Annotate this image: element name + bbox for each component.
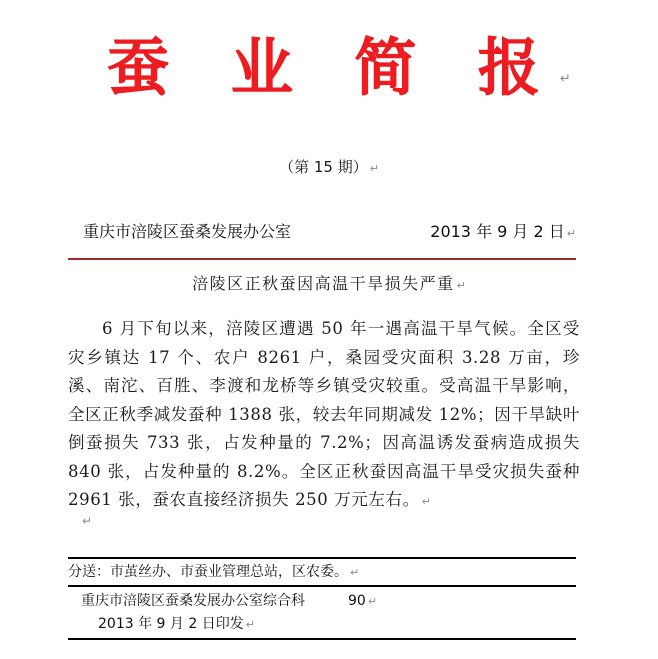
article-title bbox=[0, 272, 658, 298]
pilcrow-mark-body: ↵ bbox=[421, 495, 431, 508]
issue-date bbox=[430, 220, 576, 246]
pilcrow-mark-masthead: ↵ bbox=[559, 71, 571, 87]
footer-page-number-text: 90 bbox=[348, 593, 366, 609]
issue-number-label: （第 15 期） bbox=[279, 158, 368, 176]
footer-department-row bbox=[68, 591, 576, 614]
footer-printdate-row bbox=[68, 614, 576, 637]
footer-divider-top bbox=[68, 557, 576, 559]
footer-divider-bottom bbox=[68, 638, 576, 640]
issue-date-text: 2013 年 9 月 2 日 bbox=[430, 222, 565, 241]
pilcrow-mark-printdate: ↵ bbox=[245, 618, 255, 631]
footer-print-date-text: 2013 年 9 月 2 日印发 bbox=[98, 616, 244, 632]
footer-department: 重庆市涪陵区蚕桑发展办公室综合科 bbox=[81, 593, 305, 609]
footer-divider-middle bbox=[68, 585, 576, 587]
pilcrow-mark-issue: ↵ bbox=[369, 162, 379, 175]
pilcrow-mark-pageno: ↵ bbox=[367, 595, 378, 608]
pilcrow-mark-empty-paragraph: ↵ bbox=[82, 514, 93, 528]
issue-number-line bbox=[0, 157, 658, 179]
footer-page-number bbox=[348, 591, 377, 612]
pilcrow-mark-header: ↵ bbox=[566, 227, 576, 240]
pilcrow-mark-distribution: ↵ bbox=[350, 566, 360, 579]
masthead bbox=[0, 32, 658, 104]
pilcrow-mark-article-title: ↵ bbox=[456, 279, 466, 292]
distribution-label: 分送：市茧丝办、市蚕业管理总站，区农委。 bbox=[68, 564, 348, 580]
issuing-office: 重庆市涪陵区蚕桑发展办公室 bbox=[83, 222, 292, 241]
article-body bbox=[68, 315, 580, 517]
masthead-red-divider bbox=[68, 258, 576, 260]
article-title-text: 涪陵区正秋蚕因高温干旱损失严重 bbox=[192, 274, 455, 293]
document-header-row bbox=[68, 220, 576, 246]
distribution-text bbox=[68, 561, 359, 584]
body-paragraph-text: 6 月下旬以来，涪陵区遭遇 50 年一遇高温干旱气候。全区受灾乡镇达 17 个、农户 8261 户，桑园受灾面积 3.28 万亩，珍溪、南沱、百胜、李渡和龙桥等乡镇受灾较重。受高温干旱影响，全区正秋季减发蚕种 1388 张，较去年同期减发 12%；因干旱缺叶倒蚕损失 733 张，占发种量的 7.2%；因高温诱发蚕病造成损失 840 张，占发种量的 8.2%。全区正秋蚕因高温干旱受灾损失蚕种 2961 张，蚕农直接经济损失 250 万元左右。 bbox=[68, 319, 580, 509]
footer-print-date bbox=[98, 614, 255, 635]
body-paragraph bbox=[68, 315, 580, 517]
masthead-title: 蚕 业 简 报 bbox=[107, 31, 560, 104]
distribution-line bbox=[68, 561, 576, 585]
